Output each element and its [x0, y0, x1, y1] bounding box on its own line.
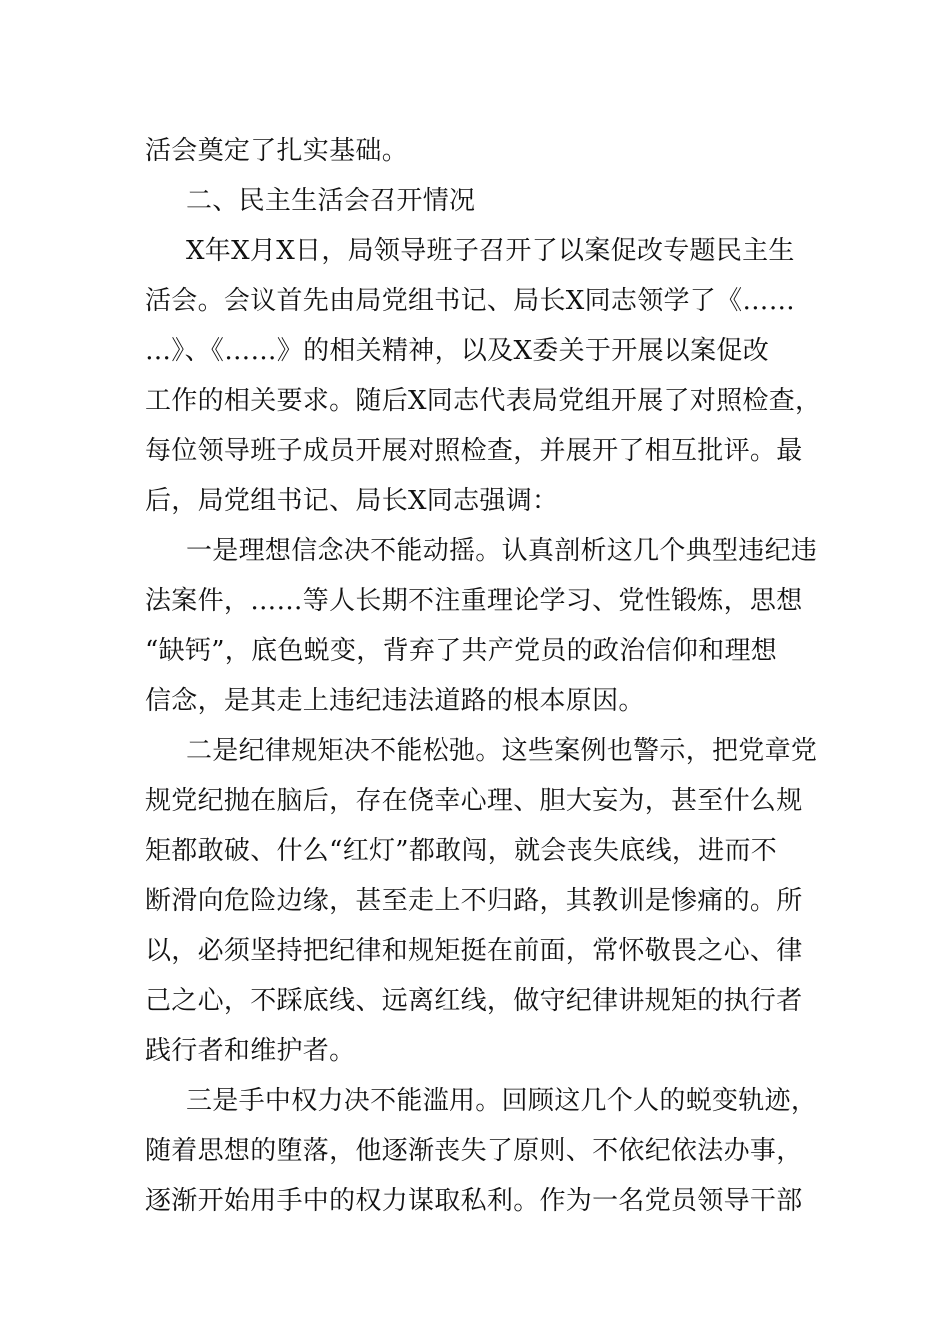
text-line: 逐渐开始用手中的权力谋取私利。作为一名党员领导干部	[145, 1186, 803, 1216]
text-line: 以，必须坚持把纪律和规矩挺在前面，常怀敬畏之心、律	[145, 936, 803, 966]
text-line: 活会。会议首先由局党组书记、局长X同志领学了《……	[145, 286, 796, 316]
text-line: “缺钙”，底色蜕变，背弃了共产党员的政治信仰和理想	[145, 636, 778, 666]
text-line: X年X月X日，局领导班子召开了以案促改专题民主生	[186, 236, 795, 266]
text-line: 每位领导班子成员开展对照检查，并展开了相互批评。最	[145, 436, 803, 466]
text-line: 矩都敢破、什么“红灯”都敢闯，就会丧失底线，进而不	[145, 836, 778, 866]
section-heading: 二、民主生活会召开情况	[186, 186, 476, 216]
text-line: 工作的相关要求。随后X同志代表局党组开展了对照检查，	[145, 386, 822, 416]
text-line: 后，局党组书记、局长X同志强调：	[145, 486, 559, 516]
text-line: 活会奠定了扎实基础。	[145, 136, 409, 166]
text-line: 一是理想信念决不能动摇。认真剖析这几个典型违纪违	[186, 536, 818, 566]
text-line: 己之心，不踩底线、远离红线，做守纪律讲规矩的执行者	[145, 986, 803, 1016]
text-line: 随着思想的堕落，他逐渐丧失了原则、不依纪依法办事，	[145, 1136, 803, 1166]
text-line: 信念，是其走上违纪违法道路的根本原因。	[145, 686, 645, 716]
text-line: …》、《……》的相关精神，以及X委关于开展以案促改	[145, 336, 770, 366]
text-line: 断滑向危险边缘，甚至走上不归路，其教训是惨痛的。所	[145, 886, 803, 916]
text-line: 三是手中权力决不能滥用。回顾这几个人的蜕变轨迹，	[186, 1086, 818, 1116]
text-line: 规党纪抛在脑后，存在侥幸心理、胆大妄为，甚至什么规	[145, 786, 803, 816]
text-line: 践行者和维护者。	[145, 1036, 356, 1066]
text-line: 法案件，……等人长期不注重理论学习、党性锻炼，思想	[145, 586, 803, 616]
text-line: 二是纪律规矩决不能松弛。这些案例也警示，把党章党	[186, 736, 818, 766]
